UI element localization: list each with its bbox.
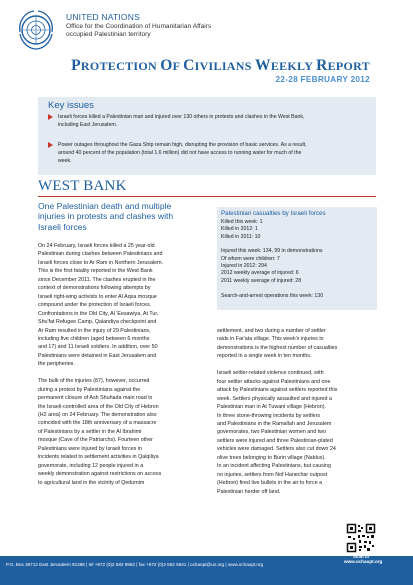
body-line: settlement, and two during a number of settler	[217, 328, 326, 334]
casualty-stat: 2012 weekly average of injured: 6	[221, 270, 299, 277]
body-line: On 24 February, Israeli forces killed a 25 year-old	[38, 243, 155, 249]
arrow-bullet-icon	[48, 142, 53, 148]
body-line: (Hebron) fired live bullets in the air to force a	[217, 480, 323, 487]
headline-line: Israeli forces	[38, 221, 87, 232]
body-line: Israeli settler-related violence continued, with	[217, 370, 324, 377]
body-line: Shu'fat Refugee Camp, Qalandiya checkpoint and	[38, 319, 157, 326]
body-line: governorates, two Palestinian women and two	[217, 429, 327, 436]
body-line: Confrontations in the Old City, Al 'Eesawiya, At Tur,	[38, 310, 159, 317]
body-line: to agricultural land in the vicinity of Qedumim	[38, 479, 145, 486]
casualty-stat: Search-and-arrest operations this week: 130	[221, 292, 324, 299]
body-line: during a protest by Palestinians against the	[38, 386, 141, 393]
key-issues-title: Key issues	[48, 100, 94, 111]
section-divider	[38, 196, 376, 197]
body-line: weekly demonstration against restrictions on access	[38, 471, 162, 478]
body-line: raids in Far'ata village. This week's injuries in	[217, 336, 324, 343]
body-line: four settler attacks against Palestinians and one	[217, 378, 331, 385]
body-line: Palestinians were detained in East Jerusalem and	[38, 352, 157, 359]
headline-line: One Palestinian death and multiple	[38, 201, 172, 211]
casualty-stat: 2011 weekly average of injured: 28	[221, 277, 302, 284]
article-headline	[38, 201, 210, 232]
body-line: mosque (Cave of the Patriarchs). Fourteen other	[38, 437, 153, 444]
key-issue-text: including East Jerusalem.	[58, 122, 118, 129]
body-line: and Palestinians in the Ramallah and Jerusalem	[217, 420, 332, 427]
body-line: Palestinian during clashes between Palestinians and	[38, 251, 163, 258]
body-line: Ar Ram resulted in the injury of 29 Palestinians,	[38, 327, 151, 334]
body-line: Palestinian herder off land.	[217, 488, 281, 495]
report-title-text: PROTECTION OF CIVILIANS WEEKLY REPORT	[71, 57, 370, 74]
body-line: olive trees belonging to Burin village (Nablus).	[217, 454, 326, 461]
body-line: context of demonstrations following attempts by	[38, 285, 151, 292]
casualty-stat: Injured in 2012: 294	[221, 263, 267, 270]
footer-contact: P.O. Box 38712 East Jerusalem 91386 | tel +972 (0)2 582 9962 | fax +972 (0)2 582 5841 | ochaopt@un.org | www.ochaopt.org	[6, 562, 264, 567]
section-title: WEST BANK	[38, 178, 127, 194]
body-line: demonstrations is the highest number of casualties	[217, 344, 338, 351]
report-title	[40, 57, 370, 75]
body-line: Israeli right-wing activists to enter Al Aqsa mosque	[38, 293, 157, 300]
body-line: governorate, including 12 people injured in a	[38, 462, 144, 469]
arrow-bullet-icon	[48, 114, 53, 120]
body-line: In an incident affecting Palestinians, but causing	[217, 463, 331, 470]
headline-line: injuries in protests and clashes with	[38, 211, 174, 222]
body-line: of Palestinians by a settler in the Al Ibrahimi	[38, 428, 142, 435]
org-subtitle: Office for the Coordination of Humanitarian Affairs	[66, 22, 212, 30]
casualties-title: Palestinian casualties by Israeli forces	[221, 210, 326, 217]
org-subtitle-region: occupied Palestinian territory	[66, 30, 151, 38]
key-issue-text: Power outages throughout the Gaza Strip remain high, disrupting the provision of basic services. As a result,	[58, 142, 307, 148]
scan-it-label	[344, 554, 383, 565]
body-line: Israeli forces close to Ar Ram in Northern Jerusalem.	[38, 259, 164, 266]
org-block	[66, 12, 366, 39]
org-name: UNITED NATIONS	[66, 12, 140, 22]
body-line: the Israeli-controlled area of the Old City of Hebron	[38, 403, 159, 410]
body-line: reported in a single week in ten months.	[217, 353, 312, 360]
body-line: This is the first fatality reported in the West Bank	[38, 268, 153, 275]
scan-it-text: Scan it!	[352, 554, 370, 559]
body-line: since December 2011. The clashes erupted in the	[38, 276, 156, 283]
body-line: attack by Palestinians against settlers reported this	[217, 387, 338, 394]
body-line: the peripheries.	[38, 361, 75, 368]
qr-code-icon	[346, 523, 376, 553]
body-line: compound under the protection of Israeli forces.	[38, 302, 152, 309]
section-header	[38, 178, 376, 197]
body-line: coincided with the 18th anniversary of a massacre	[38, 420, 157, 427]
body-line: (H2 area) on 24 February. The demonstration also	[38, 412, 157, 418]
casualty-stat: Injured this week: 134, 99 in demonstrations	[221, 248, 323, 255]
body-line: including five children (aged between 6 months	[38, 335, 150, 342]
casualty-stat: Killed in 2011: 10	[221, 233, 261, 240]
body-line: In three stone-throwing incidents by settlers	[217, 412, 321, 419]
scan-it-url: www.ochaopt.org	[344, 559, 383, 565]
casualty-stat: Killed this week: 1	[221, 219, 263, 225]
report-date: 22-28 FEBRUARY 2012	[275, 75, 370, 84]
key-issue-text: around 40 percent of the population (total 1.6 million) did not have access to running water for much of the	[58, 150, 302, 157]
body-line: and 17) and 11 Israeli soldiers. In addition, over 50	[38, 344, 158, 351]
body-line: settlers were injured and three Palestinian-plated	[217, 437, 333, 444]
body-line: Palestinians were injured by Israeli forces in	[38, 445, 142, 452]
body-line: vehicles were damaged. Settlers also cut down 24	[217, 446, 336, 453]
casualty-stat: Killed in 2012: 1	[221, 226, 258, 233]
body-line: Palestinian man in At Tuwani village (Hebron).	[217, 404, 327, 411]
casualty-stat: Of whom were children: 7	[221, 255, 280, 262]
body-line: The bulk of the injuries (87), however, occurred	[38, 378, 150, 385]
body-line: no injuries, settlers from Nof Hanechar outpost	[217, 471, 328, 478]
key-issue-text: week.	[58, 158, 72, 165]
body-line: incidents related to settlement activities in Qalqiliya	[38, 454, 159, 461]
key-issue-text: Israeli forces killed a Palestinian man and injured over 130 others in protests and clashes in the West Bank,	[58, 114, 305, 120]
body-line: permanent closure of Ash Shuhada main road in	[38, 395, 153, 402]
un-emblem-icon	[14, 8, 58, 52]
body-line: week. Settlers physically assaulted and injured a	[217, 395, 332, 402]
